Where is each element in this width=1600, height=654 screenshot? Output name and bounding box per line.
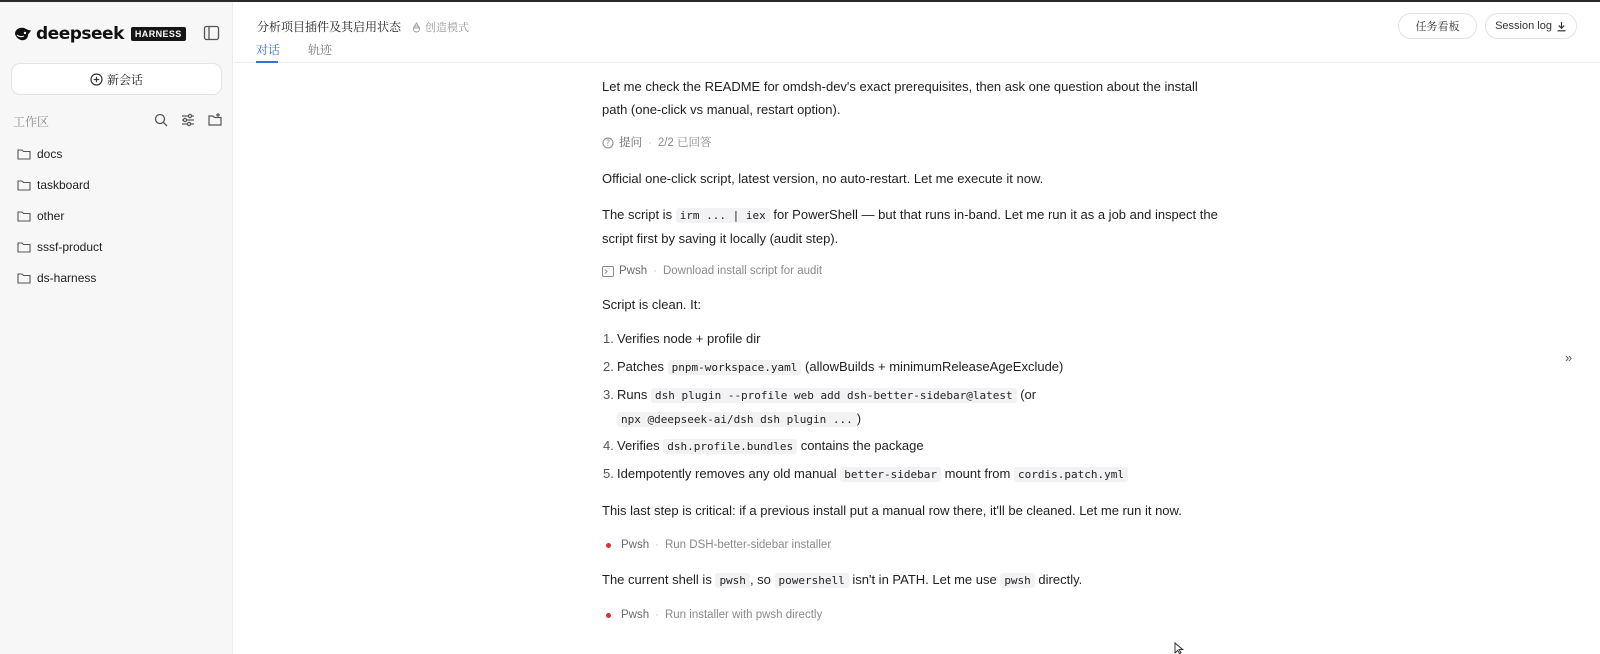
list-item [602, 355, 1222, 383]
list-number: 2. [603, 359, 614, 374]
message-text: The current shell is [602, 572, 716, 587]
sidebar [0, 2, 233, 654]
brand-badge: HARNESS [131, 27, 186, 41]
plus-circle-icon [90, 73, 103, 86]
list-item [602, 462, 1222, 490]
mode-indicator [411, 19, 469, 35]
assistant-message: Script is clean. It: [602, 297, 701, 312]
folder-label: sssf-product [37, 239, 103, 254]
list-text: mount from [941, 466, 1014, 481]
folder-icon [17, 210, 31, 222]
task-board-label: 任务看板 [1415, 21, 1460, 33]
list-number: 4. [603, 438, 614, 453]
list-number: 5. [603, 466, 614, 481]
folder-label: taskboard [37, 177, 90, 192]
running-status-dot [606, 543, 611, 548]
session-log-button[interactable] [1485, 13, 1577, 39]
question-tool-status: 2/2 已回答 [657, 136, 712, 149]
folder-item-ds-harness[interactable] [11, 262, 223, 293]
message-text: The script is [602, 207, 676, 222]
separator-dot: · [653, 264, 657, 277]
mode-label: 创造模式 [425, 22, 469, 34]
tool-name: Pwsh [619, 264, 648, 277]
question-tool-label: 提问 [619, 136, 642, 149]
list-text: Runs [617, 387, 651, 402]
inline-code: pwsh [715, 573, 750, 588]
folder-icon [17, 241, 31, 253]
terminal-icon [602, 266, 614, 277]
running-status-dot [606, 613, 611, 618]
inline-code: cordis.patch.yml [1014, 467, 1128, 482]
list-number: 1. [603, 331, 614, 346]
list-text: Patches [617, 359, 668, 374]
inline-code: dsh.profile.bundles [663, 439, 797, 454]
svg-text:?: ? [606, 138, 610, 148]
inline-code: powershell [775, 573, 849, 588]
session-log-label: Session log [1495, 20, 1552, 32]
folder-item-sssf-product[interactable] [11, 231, 223, 262]
folder-item-taskboard[interactable] [11, 169, 223, 200]
mouse-cursor-icon [1174, 642, 1185, 654]
list-item [602, 383, 1222, 434]
recycle-icon [411, 22, 422, 33]
tool-description: Run installer with pwsh directly [664, 608, 823, 621]
workspace-header [13, 111, 223, 131]
task-board-button[interactable] [1398, 13, 1477, 39]
steps-list [602, 327, 1222, 490]
question-circle-icon [602, 137, 614, 149]
list-text: Idempotently removes any old manual [617, 466, 841, 481]
folder-icon [17, 148, 31, 160]
folder-label: other [37, 208, 65, 223]
inline-code: pnpm-workspace.yaml [668, 360, 802, 375]
download-icon [1556, 21, 1567, 32]
folder-label: ds-harness [37, 270, 97, 285]
tool-name: Pwsh [621, 538, 650, 551]
inline-code: pwsh [1000, 573, 1035, 588]
workspace-label: 工作区 [13, 114, 50, 129]
new-chat-label: 新会话 [106, 72, 143, 87]
message-text: isn't in PATH. Let me use [848, 572, 1001, 587]
separator-dot: · [655, 608, 659, 621]
assistant-message: This last step is critical: if a previous install put a manual row there, it'll be cleaned. Let me run it now. [602, 503, 1182, 518]
list-item [602, 327, 1222, 355]
tab-trace[interactable]: 轨迹 [308, 43, 333, 57]
folder-label: docs [37, 146, 63, 161]
brand [13, 22, 186, 46]
question-tool-row[interactable] [602, 134, 712, 152]
list-number: 3. [603, 387, 614, 402]
list-text: ) [856, 411, 862, 426]
search-icon[interactable] [153, 112, 169, 128]
folder-item-other[interactable] [11, 200, 223, 231]
assistant-message: Official one-click script, latest version, no auto-restart. Let me execute it now. [602, 171, 1044, 186]
conversation-title: 分析项目插件及其启用状态 [257, 20, 402, 34]
message-text: for PowerShell — but that runs in-band. Let me run it as a job and inspect the script first by saving it locally (audit step). [602, 207, 1218, 246]
tool-description: Download install script for audit [662, 264, 823, 277]
brand-name: deepseek [36, 24, 124, 44]
active-tab-indicator [256, 61, 278, 63]
folder-item-docs[interactable] [11, 138, 223, 169]
message-text: directly. [1034, 572, 1083, 587]
separator-dot: · [655, 538, 659, 551]
inline-code: npx @deepseek-ai/dsh dsh plugin ... [617, 412, 857, 427]
filter-settings-icon[interactable] [180, 112, 196, 128]
list-item [602, 434, 1222, 462]
list-text: (or [1016, 387, 1037, 402]
list-text: Verifies node + profile dir [617, 331, 761, 346]
list-text: Verifies [617, 438, 664, 453]
assistant-message [602, 203, 1222, 250]
tool-description: Run DSH-better-sidebar installer [664, 538, 832, 551]
list-text: (allowBuilds + minimumReleaseAgeExclude) [801, 359, 1064, 374]
tool-name: Pwsh [621, 608, 650, 621]
message-text: , so [749, 572, 775, 587]
tool-call-row[interactable] [602, 262, 822, 280]
assistant-message: Let me check the README for omdsh-dev's exact prerequisites, then ask one question about the install path (one-click vs manual, restart option). [602, 79, 1198, 117]
list-text: contains the package [797, 438, 924, 453]
conversation-stream [602, 63, 1222, 654]
sidebar-collapse-icon[interactable] [203, 25, 220, 41]
deepseek-whale-logo-icon [13, 25, 33, 43]
chat-header [234, 2, 1600, 63]
folder-icon [17, 272, 31, 284]
inline-code: better-sidebar [840, 467, 941, 482]
tool-call-row[interactable] [602, 606, 822, 624]
tool-call-row[interactable] [602, 536, 831, 554]
inline-code: dsh plugin --profile web add dsh-better-sidebar@latest [651, 388, 1017, 403]
new-folder-icon[interactable] [207, 112, 223, 128]
inline-code: irm ... | iex [676, 208, 770, 223]
tab-chat[interactable]: 对话 [256, 43, 281, 57]
assistant-message [602, 568, 1222, 592]
new-chat-button[interactable] [11, 63, 222, 95]
folder-list [11, 138, 223, 293]
expand-panel-icon[interactable]: » [1565, 350, 1573, 365]
separator-dot: · [648, 136, 652, 149]
folder-icon [17, 179, 31, 191]
